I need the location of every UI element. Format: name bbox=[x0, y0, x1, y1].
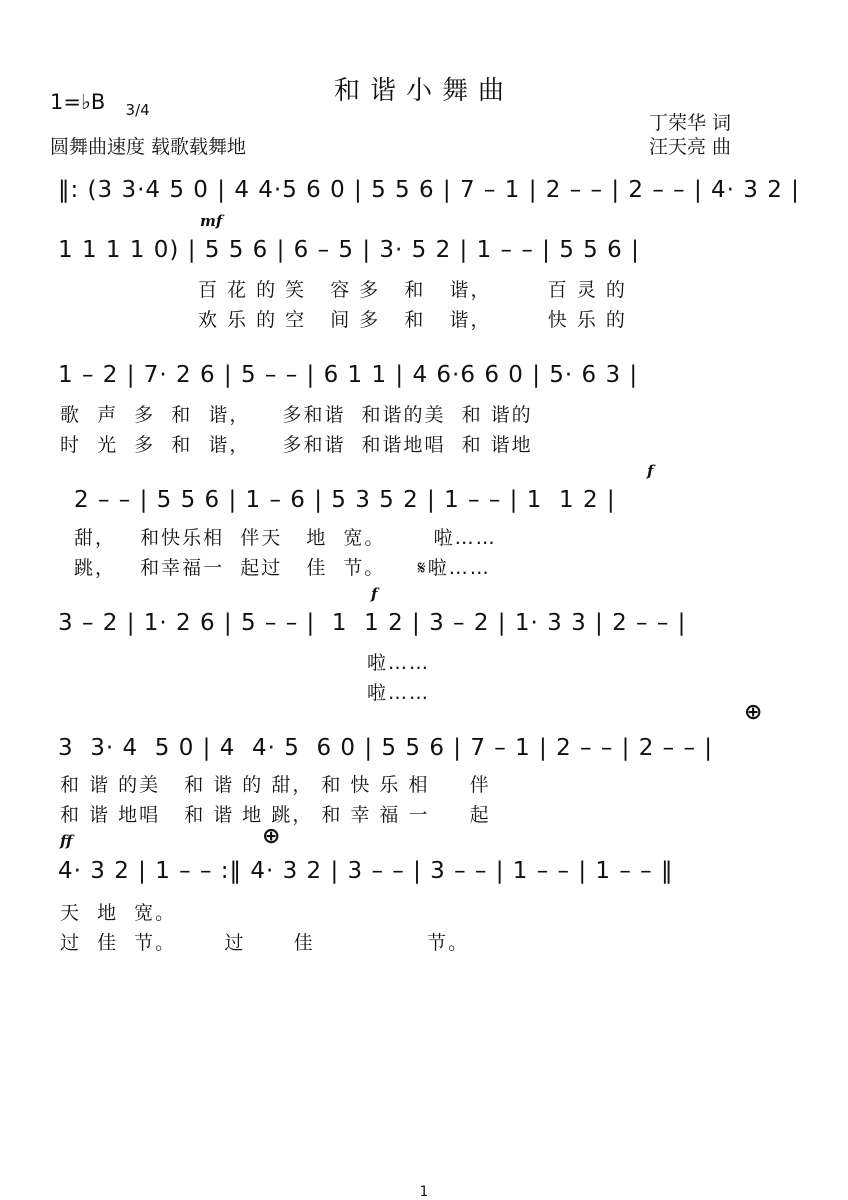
system-4-notes: 2 – – | 5 5 6 | 1 – 6 | 5 3 5 2 | 1 – – | 1 1 2 | bbox=[74, 487, 616, 513]
system-7-dynamic: ff bbox=[60, 832, 73, 850]
system-4-lyric-verse-2: 跳， 和幸福一 起过 佳 节。 𝄋啦…… bbox=[74, 557, 491, 579]
page-title: 和谐小舞曲 bbox=[333, 76, 514, 106]
page-number: 1 bbox=[419, 1184, 429, 1200]
key-signature: 1=♭B bbox=[50, 90, 106, 114]
system-4-lyric-verse-1: 甜， 和快乐相 伴天 地 宽。 啦…… bbox=[74, 527, 497, 549]
system-7-lyric-verse-2: 过 佳 节。 过 佳 节。 bbox=[60, 932, 470, 954]
coda-sign-icon: ⊕ bbox=[744, 700, 763, 725]
time-signature-text: 3/4 bbox=[125, 101, 150, 119]
system-7-notes: 4· 3 2 | 1 – – :‖ 4· 3 2 | 3 – – | 3 – – | 1 – – | 1 – – ‖ bbox=[58, 858, 674, 884]
system-5-lyric-verse-2: 啦…… bbox=[367, 682, 431, 704]
system-4-dynamic: f bbox=[647, 462, 654, 480]
system-6-lyric-verse-2: 和 谐 地唱 和 谐 地 跳， 和 幸 福 一 起 bbox=[60, 804, 491, 826]
system-6-lyric-verse-1: 和 谐 的美 和 谐 的 甜， 和 快 乐 相 伴 bbox=[60, 774, 491, 796]
system-2-lyric-verse-1: 百 花 的 笑 容 多 和 谐， 百 灵 的 bbox=[198, 279, 627, 301]
system-2-lyric-verse-2: 欢 乐 的 空 间 多 和 谐， 快 乐 的 bbox=[198, 309, 627, 331]
system-6-notes: 3 3· 4 5 0 | 4 4· 5 6 0 | 5 5 6 | 7 – 1 | 2 – – | 2 – – | bbox=[58, 735, 714, 761]
system-1-notes: ‖: (3 3·4 5 0 | 4 4·5 6 0 | 5 5 6 | 7 – 1 | 2 – – | 2 – – | 4· 3 2 | bbox=[58, 177, 800, 203]
tempo-marking: 圆舞曲速度 载歌载舞地 bbox=[50, 136, 247, 158]
system-2-notes: 1 1 1 1 0) | 5 5 6 | 6 – 5 | 3· 5 2 | 1 – – | 5 5 6 | bbox=[58, 237, 640, 263]
system-7-lyric-verse-1: 天 地 宽。 bbox=[60, 902, 177, 924]
system-5-dynamic: f bbox=[371, 585, 378, 603]
system-2-dynamic: mf bbox=[200, 212, 223, 230]
system-3-lyric-verse-2: 时 光 多 和 谐， 多和谐 和谐地唱 和 谐地 bbox=[60, 434, 533, 456]
system-3-lyric-verse-1: 歌 声 多 和 谐， 多和谐 和谐的美 和 谐的 bbox=[60, 404, 533, 426]
system-5-notes: 3 – 2 | 1· 2 6 | 5 – – | 1 1 2 | 3 – 2 | 1· 3 3 | 2 – – | bbox=[58, 610, 687, 636]
coda-sign-icon-2: ⊕ bbox=[262, 824, 281, 849]
lyricist-credit: 丁荣华 词 bbox=[649, 112, 732, 134]
system-5-lyric-verse-1: 啦…… bbox=[367, 652, 431, 674]
system-3-notes: 1 – 2 | 7· 2 6 | 5 – – | 6 1 1 | 4 6·6 6 0 | 5· 6 3 | bbox=[58, 362, 639, 388]
composer-credit: 汪天亮 曲 bbox=[649, 136, 732, 158]
time-signature bbox=[116, 88, 150, 118]
